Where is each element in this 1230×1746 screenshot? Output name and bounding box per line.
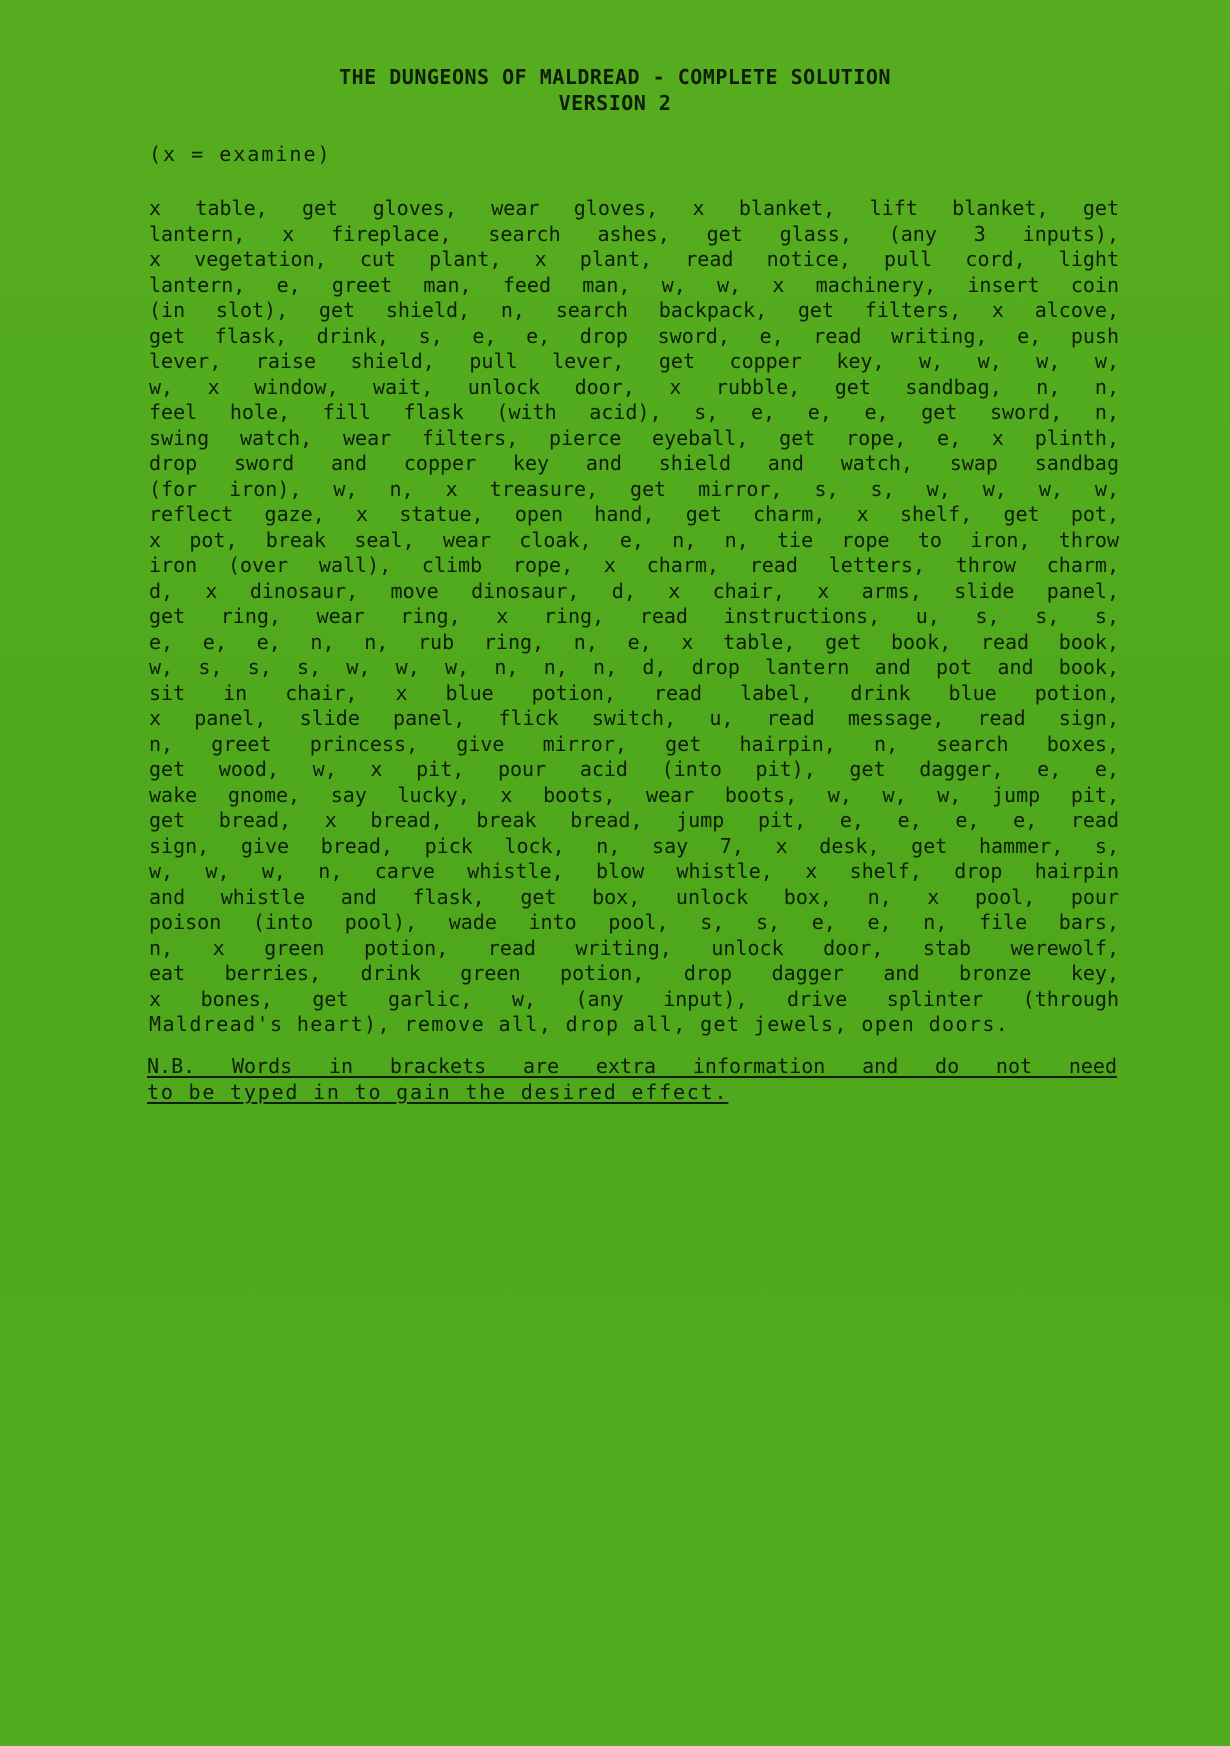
solution-line: lantern, e, greet man, feed man, w, w, x machinery, insert coin (149, 272, 1119, 297)
solution-line: get ring, wear ring, x ring, read instructions, u, s, s, s, (149, 604, 1119, 628)
solution-line: get bread, x bread, break bread, jump pit, e, e, e, e, read (149, 808, 1119, 832)
solution-line: (for iron), w, n, x treasure, get mirror, s, s, w, w, w, w, (149, 476, 1119, 501)
solution-line: x pot, break seal, wear cloak, e, n, n, tie rope to iron, throw (149, 527, 1119, 552)
solution-line: reflect gaze, x statue, open hand, get charm, x shelf, get pot, (149, 502, 1119, 526)
solution-line: x table, get gloves, wear gloves, x blanket, lift blanket, get (149, 196, 1119, 220)
solution-line: wake gnome, say lucky, x boots, wear boots, w, w, w, jump pit, (149, 782, 1119, 807)
footnote-line-2: to be typed in to gain the desired effect. (147, 1079, 729, 1104)
solution-line: lantern, x fireplace, search ashes, get glass, (any 3 inputs), (149, 221, 1119, 246)
footnote-line-1: N.B. Words in brackets are extra information and do not need (147, 1054, 1117, 1078)
solution-line: and whistle and flask, get box, unlock box, n, x pool, pour (149, 884, 1119, 909)
solution-line: lever, raise shield, pull lever, get copper key, w, w, w, w, (149, 349, 1119, 373)
solution-line: e, e, e, n, n, rub ring, n, e, x table, get book, read book, (149, 629, 1119, 654)
solution-line: x vegetation, cut plant, x plant, read notice, pull cord, light (149, 247, 1119, 271)
solution-line: swing watch, wear filters, pierce eyeball, get rope, e, x plinth, (149, 425, 1119, 450)
solution-line: poison (into pool), wade into pool, s, s, e, e, n, file bars, (149, 910, 1119, 934)
solution-line: iron (over wall), climb rope, x charm, read letters, throw charm, (149, 553, 1119, 577)
solution-line: Maldread's heart), remove all, drop all, get jewels, open doors. (149, 1012, 1010, 1036)
solution-line: x bones, get garlic, w, (any input), drive splinter (through (149, 986, 1119, 1011)
solution-line: eat berries, drink green potion, drop dagger and bronze key, (149, 961, 1119, 985)
solution-line: sign, give bread, pick lock, n, say 7, x desk, get hammer, s, (149, 833, 1119, 858)
legend-note: (x = examine) (149, 142, 332, 166)
solution-line: (in slot), get shield, n, search backpack, get filters, x alcove, (149, 298, 1119, 322)
solution-text (149, 196, 1119, 1038)
solution-line: d, x dinosaur, move dinosaur, d, x chair, x arms, slide panel, (149, 578, 1119, 603)
solution-line: drop sword and copper key and shield and watch, swap sandbag (149, 451, 1119, 475)
solution-line: n, x green potion, read writing, unlock door, stab werewolf, (149, 935, 1119, 960)
solution-line: w, w, w, n, carve whistle, blow whistle, x shelf, drop hairpin (149, 859, 1119, 883)
solution-line: get wood, w, x pit, pour acid (into pit), get dagger, e, e, (149, 757, 1119, 781)
solution-line: n, greet princess, give mirror, get hairpin, n, search boxes, (149, 731, 1119, 756)
solution-line: sit in chair, x blue potion, read label, drink blue potion, (149, 680, 1119, 705)
title-line-1: THE DUNGEONS OF MALDREAD - COMPLETE SOLUTION (339, 65, 891, 89)
solution-line: w, x window, wait, unlock door, x rubble, get sandbag, n, n, (149, 374, 1119, 399)
title-line-2: VERSION 2 (558, 91, 672, 115)
solution-line: w, s, s, s, w, w, w, n, n, n, d, drop lantern and pot and book, (149, 655, 1119, 679)
solution-line: x panel, slide panel, flick switch, u, read message, read sign, (149, 706, 1119, 730)
solution-line: get flask, drink, s, e, e, drop sword, e, read writing, e, push (149, 323, 1119, 348)
footnote (147, 1054, 1117, 1105)
solution-line: feel hole, fill flask (with acid), s, e, e, e, get sword, n, (149, 400, 1119, 424)
document-title (0, 64, 1230, 116)
